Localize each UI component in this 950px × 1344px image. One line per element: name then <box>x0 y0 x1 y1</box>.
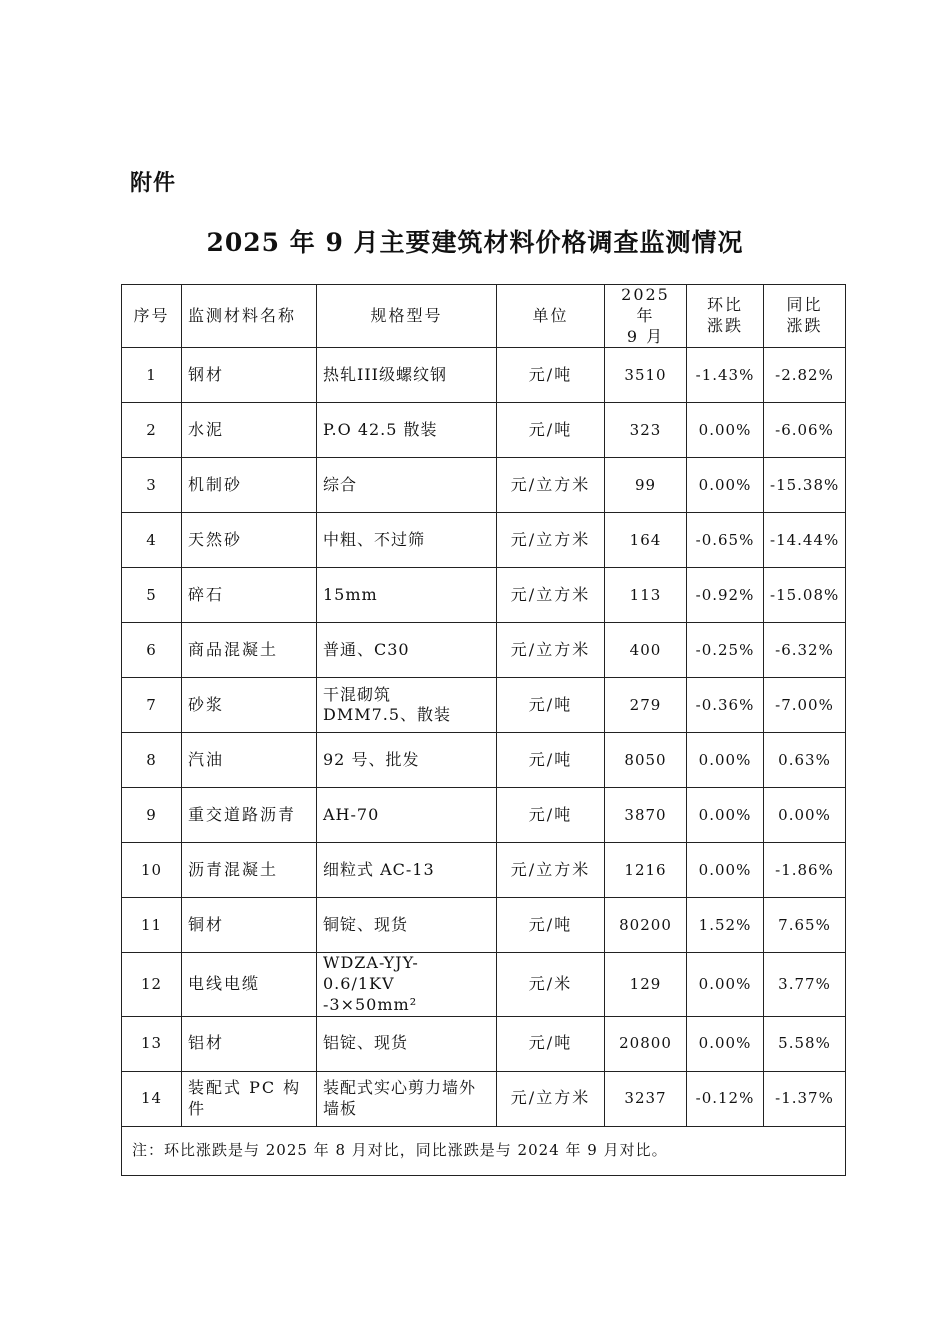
cell-unit: 元/吨 <box>497 678 605 733</box>
cell-spec: 综合 <box>317 458 497 513</box>
cell-material: 铝材 <box>182 1016 317 1071</box>
cell-no: 7 <box>122 678 182 733</box>
cell-spec: 中粗、不过筛 <box>317 513 497 568</box>
cell-material: 机制砂 <box>182 458 317 513</box>
table-row <box>122 568 846 623</box>
table-row <box>122 1071 846 1126</box>
cell-unit: 元/米 <box>497 953 605 1016</box>
cell-unit: 元/吨 <box>497 788 605 843</box>
cell-unit: 元/立方米 <box>497 568 605 623</box>
table-body <box>122 348 846 1126</box>
cell-unit: 元/吨 <box>497 1016 605 1071</box>
cell-material: 铜材 <box>182 898 317 953</box>
table-header-row <box>122 285 846 348</box>
cell-mom: 0.00% <box>687 953 764 1016</box>
table-row <box>122 788 846 843</box>
cell-yoy: -15.08% <box>764 568 846 623</box>
cell-yoy: -1.37% <box>764 1071 846 1126</box>
table-row <box>122 348 846 403</box>
cell-spec: 铝锭、现货 <box>317 1016 497 1071</box>
cell-material: 重交道路沥青 <box>182 788 317 843</box>
cell-price: 400 <box>605 623 687 678</box>
header-price <box>605 285 687 348</box>
document-title: 2025 年 9 月主要建筑材料价格调查监测情况 <box>206 228 744 257</box>
table-row <box>122 623 846 678</box>
cell-no: 13 <box>122 1016 182 1071</box>
cell-material: 汽油 <box>182 733 317 788</box>
header-mom-line2: 涨跌 <box>706 316 743 336</box>
cell-yoy: 0.00% <box>764 788 846 843</box>
cell-price: 164 <box>605 513 687 568</box>
cell-yoy: -2.82% <box>764 348 846 403</box>
cell-no: 12 <box>122 953 182 1016</box>
table-row <box>122 458 846 513</box>
header-mom-line1: 环比 <box>706 295 743 315</box>
cell-spec: 细粒式 AC-13 <box>317 843 497 898</box>
header-no: 序号 <box>122 285 182 348</box>
cell-unit: 元/吨 <box>497 403 605 458</box>
cell-unit: 元/立方米 <box>497 623 605 678</box>
cell-mom: 0.00% <box>687 733 764 788</box>
cell-yoy: -6.32% <box>764 623 846 678</box>
cell-yoy: 5.58% <box>764 1016 846 1071</box>
cell-mom: -0.36% <box>687 678 764 733</box>
cell-material: 碎石 <box>182 568 317 623</box>
cell-price: 323 <box>605 403 687 458</box>
table-row <box>122 678 846 733</box>
cell-mom: 0.00% <box>687 843 764 898</box>
cell-unit: 元/立方米 <box>497 1071 605 1126</box>
header-unit: 单位 <box>497 285 605 348</box>
cell-mom: 0.00% <box>687 788 764 843</box>
cell-yoy: 7.65% <box>764 898 846 953</box>
cell-yoy: 0.63% <box>764 733 846 788</box>
table-row <box>122 733 846 788</box>
cell-price: 20800 <box>605 1016 687 1071</box>
cell-mom: -0.25% <box>687 623 764 678</box>
cell-mom: 1.52% <box>687 898 764 953</box>
cell-spec: 铜锭、现货 <box>317 898 497 953</box>
cell-no: 1 <box>122 348 182 403</box>
header-spec: 规格型号 <box>317 285 497 348</box>
cell-mom: -0.12% <box>687 1071 764 1126</box>
cell-price: 113 <box>605 568 687 623</box>
table-row <box>122 513 846 568</box>
cell-unit: 元/吨 <box>497 733 605 788</box>
cell-material: 天然砂 <box>182 513 317 568</box>
cell-yoy: 3.77% <box>764 953 846 1016</box>
cell-mom: -0.92% <box>687 568 764 623</box>
table-row <box>122 953 846 1016</box>
cell-spec: 装配式实心剪力墙外墙板 <box>317 1071 497 1126</box>
table-note: 注：环比涨跌是与 2025 年 8 月对比，同比涨跌是与 2024 年 9 月对比。 <box>122 1126 846 1175</box>
cell-no: 4 <box>122 513 182 568</box>
cell-unit: 元/立方米 <box>497 513 605 568</box>
cell-price: 1216 <box>605 843 687 898</box>
cell-no: 9 <box>122 788 182 843</box>
cell-price: 279 <box>605 678 687 733</box>
cell-yoy: -6.06% <box>764 403 846 458</box>
cell-yoy: -15.38% <box>764 458 846 513</box>
table-row <box>122 898 846 953</box>
cell-spec: 干混砌筑 DMM7.5、散装 <box>317 678 497 733</box>
cell-material: 商品混凝土 <box>182 623 317 678</box>
cell-unit: 元/立方米 <box>497 458 605 513</box>
table-row <box>122 843 846 898</box>
price-table <box>121 284 846 1176</box>
attachment-label: 附件 <box>130 171 177 196</box>
cell-price: 80200 <box>605 898 687 953</box>
cell-no: 8 <box>122 733 182 788</box>
cell-no: 3 <box>122 458 182 513</box>
cell-material: 沥青混凝土 <box>182 843 317 898</box>
cell-price: 99 <box>605 458 687 513</box>
cell-unit: 元/吨 <box>497 898 605 953</box>
cell-no: 10 <box>122 843 182 898</box>
cell-price: 8050 <box>605 733 687 788</box>
cell-material: 装配式 PC 构件 <box>182 1071 317 1126</box>
cell-mom: 0.00% <box>687 403 764 458</box>
cell-material: 砂浆 <box>182 678 317 733</box>
header-price-line1: 2025 年 <box>621 285 670 325</box>
header-material: 监测材料名称 <box>182 285 317 348</box>
cell-spec: 92 号、批发 <box>317 733 497 788</box>
table-note-row <box>122 1126 846 1175</box>
table-row <box>122 403 846 458</box>
cell-price: 3237 <box>605 1071 687 1126</box>
header-yoy-line1: 同比 <box>786 295 823 315</box>
cell-no: 11 <box>122 898 182 953</box>
header-yoy-line2: 涨跌 <box>786 316 823 336</box>
cell-spec: 普通、C30 <box>317 623 497 678</box>
cell-no: 14 <box>122 1071 182 1126</box>
cell-no: 5 <box>122 568 182 623</box>
cell-spec: 15mm <box>317 568 497 623</box>
cell-spec: 热轧III级螺纹钢 <box>317 348 497 403</box>
cell-mom: -1.43% <box>687 348 764 403</box>
cell-no: 6 <box>122 623 182 678</box>
cell-unit: 元/吨 <box>497 348 605 403</box>
header-price-line2: 9 月 <box>626 326 665 346</box>
cell-spec: WDZA-YJY-0.6/1KV -3×50mm² <box>317 953 497 1016</box>
cell-material: 水泥 <box>182 403 317 458</box>
cell-spec: P.O 42.5 散装 <box>317 403 497 458</box>
cell-price: 3870 <box>605 788 687 843</box>
cell-mom: -0.65% <box>687 513 764 568</box>
cell-yoy: -7.00% <box>764 678 846 733</box>
cell-spec: AH-70 <box>317 788 497 843</box>
cell-price: 3510 <box>605 348 687 403</box>
table-row <box>122 1016 846 1071</box>
cell-unit: 元/立方米 <box>497 843 605 898</box>
cell-yoy: -1.86% <box>764 843 846 898</box>
cell-yoy: -14.44% <box>764 513 846 568</box>
header-mom <box>687 285 764 348</box>
cell-material: 电线电缆 <box>182 953 317 1016</box>
cell-price: 129 <box>605 953 687 1016</box>
cell-no: 2 <box>122 403 182 458</box>
cell-mom: 0.00% <box>687 458 764 513</box>
header-yoy <box>764 285 846 348</box>
cell-material: 钢材 <box>182 348 317 403</box>
cell-mom: 0.00% <box>687 1016 764 1071</box>
